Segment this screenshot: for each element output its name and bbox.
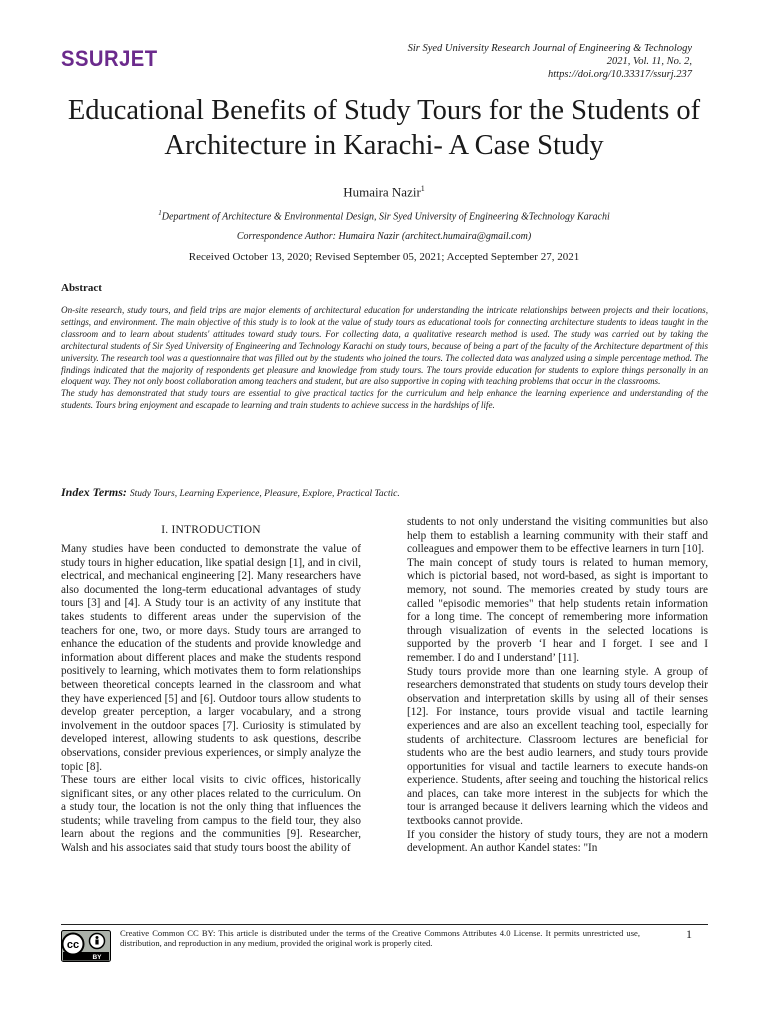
body-paragraph: Study tours provide more than one learning style. A group of researchers demonstrated that students on study tours develop their observation and interpretation skills by using all of their senses [12]. For instance, tours provide visual and tactile learning experiences and are also an excellent teaching tool, especially for students of architecture. Classroom lectures are beneficial for students who are the best audio learners, and study tours provide opportunities for visual and tactile learners to execute hands-on experience. Students, after seeing and touching the historical relics and places, can take more interest in the subjects for which the tour is arranged because it delivers learning which the videos and textbooks cannot provide. bbox=[407, 665, 708, 828]
page-number: 1 bbox=[686, 927, 692, 941]
body-paragraph: If you consider the history of study tours, they are not a modern development. An author Kandel states: "In bbox=[407, 828, 708, 855]
affiliation bbox=[40, 209, 728, 222]
body-paragraph: The main concept of study tours is related to human memory, which is pictorial based, not word-based, as sight is important to memory, not sound. The memories created by study tours are called "episodic memories" that help students retain information for a long time. The concept of remembering more information through visualization of events in the selected locations is supported by the proverb ‘I hear and I forget. I see and I remember. I do and I understand’ [11]. bbox=[407, 556, 708, 664]
index-terms bbox=[61, 485, 708, 500]
body-paragraph: These tours are either local visits to civic offices, historically significant sites, or any other places related to the curriculum. On a study tour, the location is not the only thing that influences the students; while traveling from campus to the field tour, they also learn about the regions and the communities [9]. Researcher, Walsh and his associates said that study tours boost the ability of bbox=[61, 774, 361, 855]
body-paragraph: students to not only understand the visiting communities but also help them to establish a learning community with their staff and colleagues and empower them to be effective learners in turn [10]. bbox=[407, 516, 708, 556]
abstract-paragraph: On-site research, study tours, and field trips are major elements of architectural education for understanding the intricate relationships between projects and their locations, settings, and environment. The main objective of this study is to look at the value of study tours as educational tools for connecting architecture students to ideas taught in the classroom and to learn about students' attitudes toward study tours. For collecting data, a qualitative research method is used. The study was carried out by taking the architectural students of Sir Syed University of Engineering and Technology Karachi on study tours, because of being a part of the faculty of the Architecture department of this university. The research tool was a questionnaire that was filled out by the students who joined the tours. The collected data was analyzed using a simple percentage method. The findings indicated that the majority of respondents get pleasure and knowledge from study tours. The tours provide education for students to explore things personally in an eloquent way. They not only boost collaboration among teachers and student, but are also supportive in coping with teaching problems that occur in the classrooms. bbox=[61, 305, 708, 387]
right-column bbox=[407, 516, 708, 856]
journal-volume: 2021, Vol. 11, No. 2, bbox=[606, 56, 692, 67]
person-icon bbox=[96, 936, 99, 939]
journal-header bbox=[272, 42, 692, 81]
cc-by-license-icon[interactable] bbox=[61, 930, 111, 962]
affiliation-sup: 1 bbox=[158, 209, 162, 217]
by-label: BY bbox=[92, 954, 102, 961]
affiliation-text: Department of Architecture & Environmental Design, Sir Syed University of Engineering &Technology Karachi bbox=[161, 211, 610, 223]
author-name: Humaira Nazir bbox=[343, 184, 421, 200]
author-sup: 1 bbox=[420, 184, 425, 193]
index-terms-label: Index Terms: bbox=[61, 485, 127, 499]
cc-label: cc bbox=[66, 939, 80, 951]
footer-divider bbox=[61, 924, 708, 925]
abstract-paragraph: The study has demonstrated that study tours are essential to give practical tactics for the curriculum and help enhance the learning experience and understanding of the students. Tours bring enjoyment and escapade to learning and train students to achieve success in the hardships of life. bbox=[61, 388, 708, 411]
journal-logo: SSURJET bbox=[61, 46, 158, 71]
correspondence: Correspondence Author: Humaira Nazir (architect.humaira@gmail.com) bbox=[236, 231, 532, 242]
journal-name: Sir Syed University Research Journal of Engineering & Technology bbox=[407, 43, 692, 54]
license-text: Creative Common CC BY: This article is distributed under the terms of the Creative Commons Attributes 4.0 License. It permits unrestricted use, distribution, and reproduction in any medium, provided the original work is properly cited. bbox=[120, 928, 640, 949]
left-column bbox=[61, 543, 361, 856]
author bbox=[0, 184, 768, 200]
abstract-heading: Abstract bbox=[61, 282, 102, 294]
abstract-body bbox=[61, 305, 708, 412]
doi-link[interactable]: https://doi.org/10.33317/ssurj.237 bbox=[547, 69, 692, 80]
body-paragraph: Many studies have been conducted to demonstrate the value of study tours in higher education, like spatial design [1], and in civil, electrical, and mechanical engineering [2]. Many researchers have also documented the long-term educational advantages of study tours [3] and [4]. A Study tour is an activity of any institute that takes students to different areas under the supervision of the teachers for one, two, or more days. Study tours are arranged to enhance the education of the students and provide knowledge and information about different places and make the students respond positively to learning, which motivates them to form relationships between theoretical concepts learned in the classroom and what they have experienced [5] and [6]. Outdoor tours allow students to develop greater perception, a larger vocabulary, and a strong involvement in the outdoor spaces [7]. Curiosity is stimulated by developed interest, allowing students to ask questions, describe observations, consider previous experiences, or simply analyze the topic [8]. bbox=[61, 543, 361, 773]
index-terms-value: Study Tours, Learning Experience, Pleasure, Explore, Practical Tactic. bbox=[129, 489, 400, 499]
paper-title: Educational Benefits of Study Tours for the Students of Architecture in Karachi- A Case Study bbox=[67, 95, 701, 161]
section-heading-introduction: I. INTRODUCTION bbox=[161, 524, 261, 536]
received-dates: Received October 13, 2020; Revised September 05, 2021; Accepted September 27, 2021 bbox=[188, 251, 580, 263]
